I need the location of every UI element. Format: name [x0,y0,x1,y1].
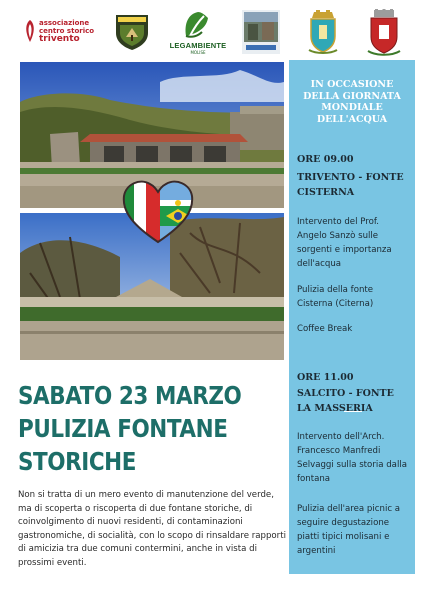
event-title-line2: STORICHE [18,447,137,476]
shield-emblem-icon [114,13,150,51]
event2-item1: Intervento dell'Arch. Francesco Manfredi Selvaggi sulla storia dalla fontana [297,432,407,484]
association-name [39,19,99,43]
event2-time: ORE 11.00 [297,372,354,383]
association-logo [22,14,94,50]
event1-item2: Pulizia della fonte Cisterna (Citerna) [297,285,374,309]
event-date-title: SABATO 23 MARZO [18,381,242,410]
association-line1: associazione [39,19,90,27]
italy-argentina-heart-icon [120,178,196,246]
association-mark-icon [22,18,38,44]
panel-heading: IN OCCASIONE DELLA GIORNATA MONDIALE DELL'ACQUA [303,79,401,125]
event2-item2: Pulizia dell'area picnic a seguire degustazione piatti tipici molisani e argentini [297,504,401,556]
program-panel [289,60,415,574]
event1-item1: Intervento del Prof. Angelo Sanzò sulle sorgenti e importanza dell'acqua [297,217,392,269]
event-title-line1: PULIZIA FONTANE [18,414,228,443]
legambiente-name: LEGAMBIENTE [169,41,227,50]
event2-place: SALCITO - FONTE LA MASSERIA [297,388,394,414]
logo-row [0,0,424,66]
leaf-icon [168,10,228,42]
legambiente-logo [168,10,228,54]
association-line2: centro storico [39,27,95,35]
legambiente-region: MOLISE [190,50,206,55]
association-line3: trivento [39,34,80,44]
intro-paragraph: Non si tratta di un mero evento di manutenzione del verde, ma di scoperta o riscoperta di due fontane storiche, di coinvolgimento di nuovi residenti, di contaminazioni gastronomiche, di socialità, con lo scopo di rinsaldare rapporti di amicizia tra due comuni contermini, anche in vista di prossimi eventi. [18,490,286,568]
event1-place: TRIVENTO - FONTE CISTERNA [297,172,404,198]
event1-item3: Coffee Break [297,324,353,334]
event1-time: ORE 09.00 [297,154,354,165]
municipal-crest-icon [308,10,338,56]
project-photo-logo-icon [242,10,280,54]
town-crest-icon [366,9,402,57]
